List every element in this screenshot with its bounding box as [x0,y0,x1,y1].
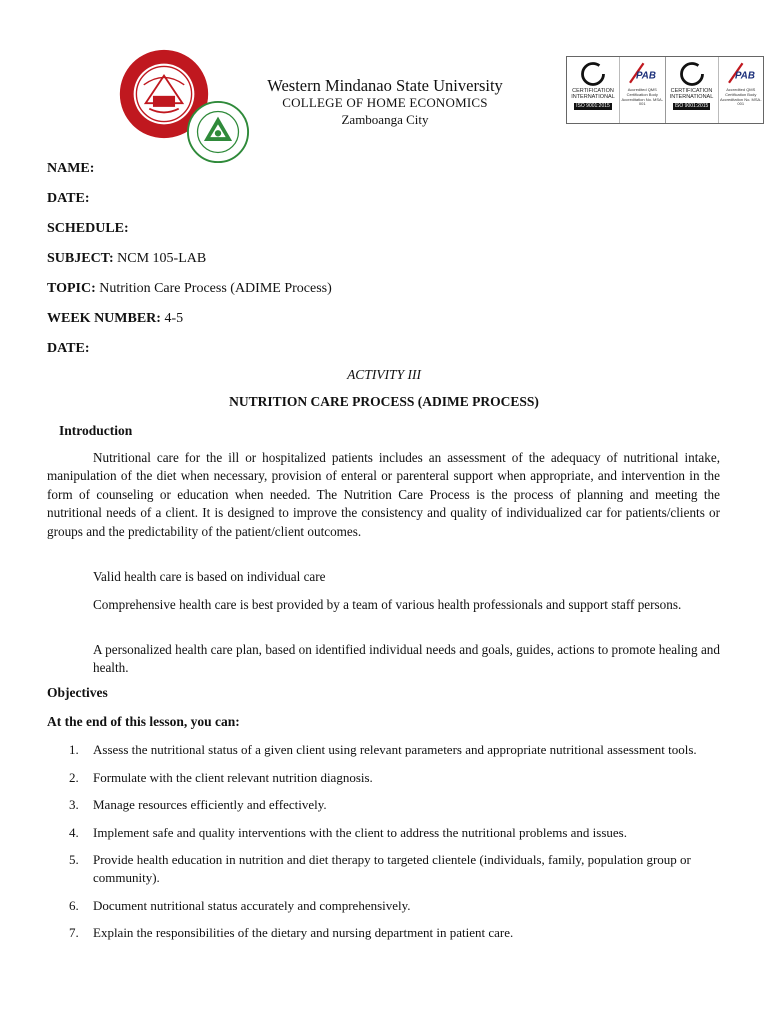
objective-number: 3. [69,797,79,812]
objective-item [47,851,707,887]
field-date [47,188,737,218]
college-seal-logo [186,100,250,164]
field-label: WEEK NUMBER: [47,311,161,326]
objective-number: 5. [69,852,79,867]
certification-caption: CERTIFICATION INTERNATIONAL [571,88,615,100]
iso-label: ISO 9001:2015 [674,103,709,109]
objective-item [47,897,707,915]
info-fields [47,158,737,368]
pab-logo-icon [726,60,756,86]
introduction-statement-3: A personalized health care plan, based on identified individual needs and goals, guides, actions to promote healing and health. [93,642,720,676]
field-label: SCHEDULE: [47,221,129,236]
introduction-statement-2: Comprehensive health care is best provided by a team of various health professionals and support staff persons. [93,597,682,612]
certification-ring-icon [678,60,706,88]
field-schedule [47,218,737,248]
field-label: DATE: [47,341,90,356]
objective-number: 4. [69,824,79,840]
field-label: NAME: [47,161,95,176]
objective-number: 6. [69,897,79,913]
objective-text: Explain the responsibilities of the dietary and nursing department in patient care. [93,925,514,940]
pab-logo-icon [627,60,657,86]
activity-heading: NUTRITION CARE PROCESS (ADIME PROCESS) [229,394,539,409]
field-value: Nutrition Care Process (ADIME Process) [99,281,332,296]
objective-item [47,796,707,814]
svg-text:PAB: PAB [734,70,755,82]
certification-badge [567,57,666,123]
objective-item [47,924,707,942]
certification-caption: CERTIFICATION INTERNATIONAL [669,88,714,100]
activity-title: ACTIVITY III [347,367,421,382]
field-topic [47,278,737,308]
field-value: NCM 105-LAB [117,251,207,266]
field-label: DATE: [47,191,90,206]
field-value: 4-5 [164,311,184,326]
field-subject [47,248,737,278]
objective-text: Provide health education in nutrition and diet therapy to targeted clientele (individuals, family, population group or community). [93,852,691,885]
objective-number: 1. [69,742,79,757]
introduction-statement-1: Valid health care is based on individual care [93,569,326,584]
field-week-number [47,308,737,338]
university-name: Western Mindanao State University [267,76,503,95]
introduction-paragraph: Nutritional care for the ill or hospitalized patients includes an assessment of the adequacy of nutritional intake, manipulation of the diet when necessary, provision of enteral or parenteral support when appropriate, and intervention in the form of counseling or education when needed. The Nutrition Care Process is the process of planning and meeting the nutritional needs of a client. It is designed to improve the consistency and quality of individualized car for patients/clients or groups and the predictability of the patient/client outcomes. [47,450,720,539]
objective-item [47,741,707,759]
objective-item [47,824,707,842]
objective-text: Formulate with the client relevant nutrition diagnosis. [93,769,373,785]
pab-caption: Accredited QMS Certification Body Accreditation No. MSA-001 [621,87,664,107]
certification-badge [666,57,764,123]
field-date-2 [47,338,737,368]
objective-text: Assess the nutritional status of a given client using relevant parameters and appropriate nutritional assessment tools. [93,742,697,757]
field-label: SUBJECT: [47,251,114,266]
pab-caption: Accredited QMS Certification Body Accreditation No. MSA-001 [719,87,762,107]
objective-text: Document nutritional status accurately and comprehensively. [93,897,411,913]
city-name: Zamboanga City [341,112,429,127]
introduction-heading: Introduction [59,423,133,438]
objectives-list [47,741,707,952]
document-header [0,0,768,150]
college-name: COLLEGE OF HOME ECONOMICS [282,95,488,110]
objectives-subheading: At the end of this lesson, you can: [47,714,240,729]
objective-item [47,769,707,787]
certification-ring-icon [579,60,607,88]
objective-number: 2. [69,769,79,785]
objective-number: 7. [69,925,79,940]
institution-block [250,76,520,128]
objectives-heading: Objectives [47,685,108,700]
certification-badges [566,56,764,124]
svg-text:PAB: PAB [636,70,657,82]
objective-text: Manage resources efficiently and effectively. [93,797,327,812]
objective-text: Implement safe and quality interventions with the client to address the nutritional problems and issues. [93,824,627,840]
field-label: TOPIC: [47,281,96,296]
field-name [47,158,737,188]
iso-label: ISO 9001:2015 [576,103,610,109]
